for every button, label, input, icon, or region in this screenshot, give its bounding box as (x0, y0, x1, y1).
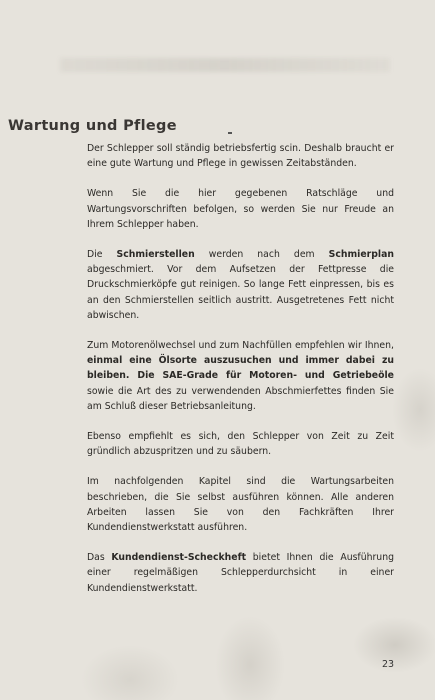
text-run: sowie die Art des zu verwendenden Abschmierfettes finden Sie am Schluß dieser Betriebsanleitung. (87, 385, 394, 412)
text-run: Ebenso empfiehlt es sich, den Schlepper von Zeit zu Zeit gründlich abzuspritzen und zu säubern. (87, 431, 394, 458)
text-run: abgeschmiert. Vor dem Aufsetzen der Fettpresse die Druckschmierköpfe gut reinigen. So lange Fett einpressen, bis es an den Schmierstellen seitlich austritt. Ausgetretenes Fett nicht abwischen. (87, 264, 394, 321)
paragraph (87, 429, 394, 459)
bold-text: Schmierplan (328, 249, 394, 261)
text-run: Zum Motorenölwechsel und zum Nachfüllen empfehlen wir Ihnen, (87, 340, 394, 352)
paragraph (87, 474, 394, 535)
text-run: bietet Ihnen die Ausführung einer regelmäßigen Schlepperdurchsicht in einer Kundendienstwerkstatt. (87, 552, 394, 594)
bold-text: einmal eine Ölsorte auszusuchen und immer dabei zu bleiben. Die SAE-Grade für Motoren- und Getriebeöle (87, 355, 394, 382)
text-run: Das (87, 552, 112, 564)
text-run: Der Schlepper soll ständig betriebsfertig scin. Deshalb braucht er eine gute Wartung und Pflege in gewissen Zeitabständen. (87, 143, 394, 170)
paragraph (87, 247, 394, 323)
text-run: Die (87, 249, 117, 261)
print-mark (228, 132, 232, 134)
paragraph (87, 550, 394, 596)
section-heading: Wartung und Pflege (8, 118, 177, 134)
text-run: Wenn Sie die hier gegebenen Ratschläge und Wartungsvorschriften befolgen, so werden Sie nur Freude an Ihrem Schlepper haben. (87, 188, 394, 230)
paragraph (87, 186, 394, 232)
bold-text: Schmierstellen (116, 249, 195, 261)
paragraph (87, 141, 394, 171)
text-run: werden nach dem (194, 249, 329, 261)
bleed-through-text (60, 58, 390, 72)
text-run: Im nachfolgenden Kapitel sind die Wartungsarbeiten beschrieben, die Sie selbst ausführen können. Alle anderen Arbeiten lassen Sie von den Fachkräften Ihrer Kundendienstwerkstatt ausführen. (87, 476, 394, 534)
page-number: 23 (382, 659, 395, 670)
bold-text: Kundendienst-Scheckheft (111, 552, 247, 564)
paragraph (87, 338, 394, 414)
body-text (87, 141, 394, 611)
